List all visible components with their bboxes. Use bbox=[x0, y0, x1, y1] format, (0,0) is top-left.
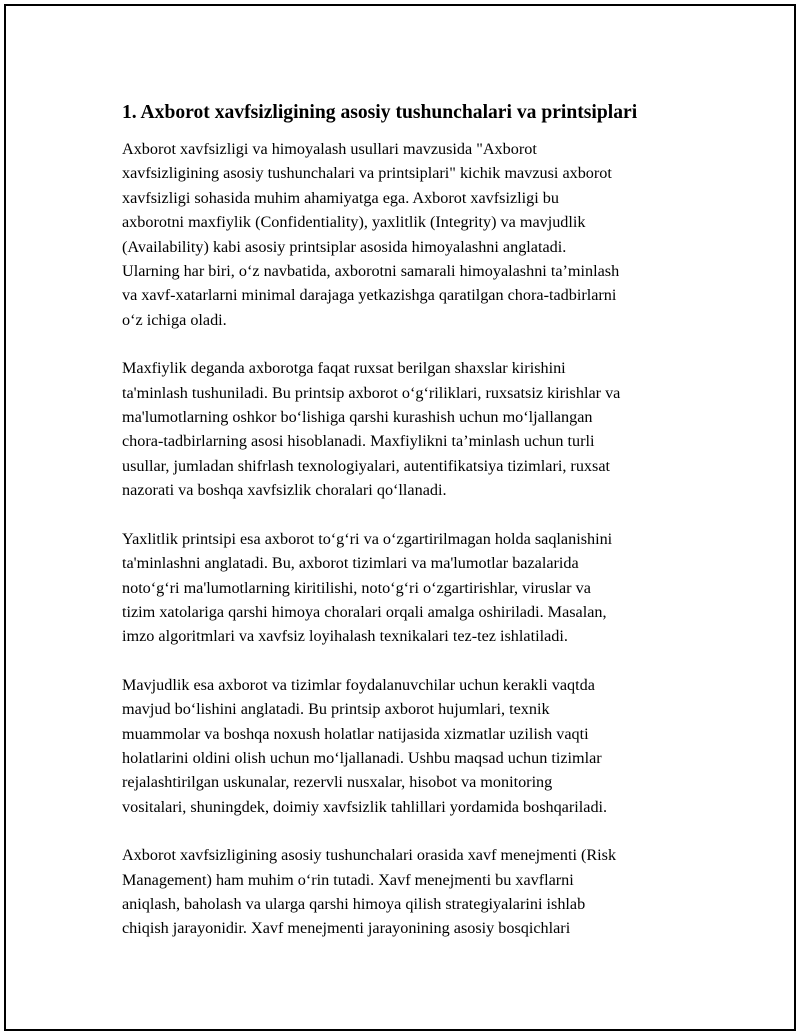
text-line: Mavjudlik esa axborot va tizimlar foydalanuvchilar uchun kerakli vaqtda bbox=[122, 675, 595, 694]
text-line: vositalari, shuningdek, doimiy xavfsizlik tahlillari yordamida boshqariladi. bbox=[122, 797, 608, 816]
text-line: tizim xatolariga qarshi himoya choralari orqali amalga oshiriladi. Masalan, bbox=[122, 602, 607, 621]
text-line: chiqish jarayonidir. Xavf menejmenti jarayonining asosiy bosqichlari bbox=[122, 919, 571, 938]
text-line: Yaxlitlik printsipi esa axborot to‘g‘ri va o‘zgartirilmagan holda saqlanishini bbox=[122, 529, 613, 548]
text-line: xavfsizligi sohasida muhim ahamiyatga ega. Axborot xavfsizligi bu bbox=[122, 188, 559, 207]
page-frame bbox=[4, 4, 796, 1031]
text-line: (Availability) kabi asosiy printsiplar asosida himoyalashni anglatadi. bbox=[122, 237, 567, 256]
text-line: usullar, jumladan shifrlash texnologiyalari, autentifikatsiya tizimlari, ruxsat bbox=[122, 456, 610, 475]
text-line: Maxfiylik deganda axborotga faqat ruxsat berilgan shaxslar kirishini bbox=[122, 359, 566, 378]
paragraph-intro bbox=[122, 137, 702, 332]
text-line: noto‘g‘ri ma'lumotlarning kiritilishi, noto‘g‘ri o‘zgartirishlar, viruslar va bbox=[122, 578, 591, 597]
text-line: Axborot xavfsizligining asosiy tushunchalari orasida xavf menejmenti (Risk bbox=[122, 846, 617, 865]
paragraph-confidentiality bbox=[122, 356, 702, 502]
text-line: axborotni maxfiylik (Confidentiality), yaxlitlik (Integrity) va mavjudlik bbox=[122, 213, 586, 232]
paragraph-availability bbox=[122, 673, 702, 819]
text-line: chora-tadbirlarning asosi hisoblanadi. Maxfiylikni ta’minlash uchun turli bbox=[122, 432, 595, 451]
text-line: xavfsizligining asosiy tushunchalari va printsiplari" kichik mavzusi axborot bbox=[122, 164, 612, 183]
paragraph-integrity bbox=[122, 527, 702, 649]
text-line: mavjud bo‘lishini anglatadi. Bu printsip axborot hujumlari, texnik bbox=[122, 700, 550, 719]
paragraph-risk-management bbox=[122, 843, 702, 941]
text-line: Management) ham muhim o‘rin tutadi. Xavf menejmenti bu xavflarni bbox=[122, 870, 574, 889]
text-line: rejalashtirilgan uskunalar, rezervli nusxalar, hisobot va monitoring bbox=[122, 773, 553, 792]
text-line: ma'lumotlarning oshkor bo‘lishiga qarshi kurashish uchun mo‘ljallangan bbox=[122, 408, 593, 427]
text-line: ta'minlash tushuniladi. Bu printsip axborot o‘g‘riliklari, ruxsatsiz kirishlar va bbox=[122, 383, 621, 402]
text-line: Ularning har biri, o‘z navbatida, axborotni samarali himoyalashni ta’minlash bbox=[122, 262, 620, 281]
document-body bbox=[122, 99, 702, 965]
text-line: aniqlash, baholash va ularga qarshi himoya qilish strategiyalarini ishlab bbox=[122, 894, 586, 913]
section-heading: 1. Axborot xavfsizligining asosiy tushunchalari va printsiplari bbox=[122, 102, 638, 123]
text-line: holatlarini oldini olish uchun mo‘ljallanadi. Ushbu maqsad uchun tizimlar bbox=[122, 748, 602, 767]
text-line: va xavf-xatarlarni minimal darajaga yetkazishga qaratilgan chora-tadbirlarni bbox=[122, 286, 617, 305]
text-line: muammolar va boshqa noxush holatlar natijasida xizmatlar uzilish vaqti bbox=[122, 724, 589, 743]
text-line: imzo algoritmlari va xavfsiz loyihalash texnikalari tez-tez ishlatiladi. bbox=[122, 627, 568, 646]
text-line: Axborot xavfsizligi va himoyalash usullari mavzusida "Axborot bbox=[122, 140, 537, 158]
text-line: nazorati va boshqa xavfsizlik choralari qo‘llanadi. bbox=[122, 481, 447, 500]
text-line: o‘z ichiga oladi. bbox=[122, 310, 227, 329]
text-line: ta'minlashni anglatadi. Bu, axborot tizimlari va ma'lumotlar bazalarida bbox=[122, 554, 579, 573]
